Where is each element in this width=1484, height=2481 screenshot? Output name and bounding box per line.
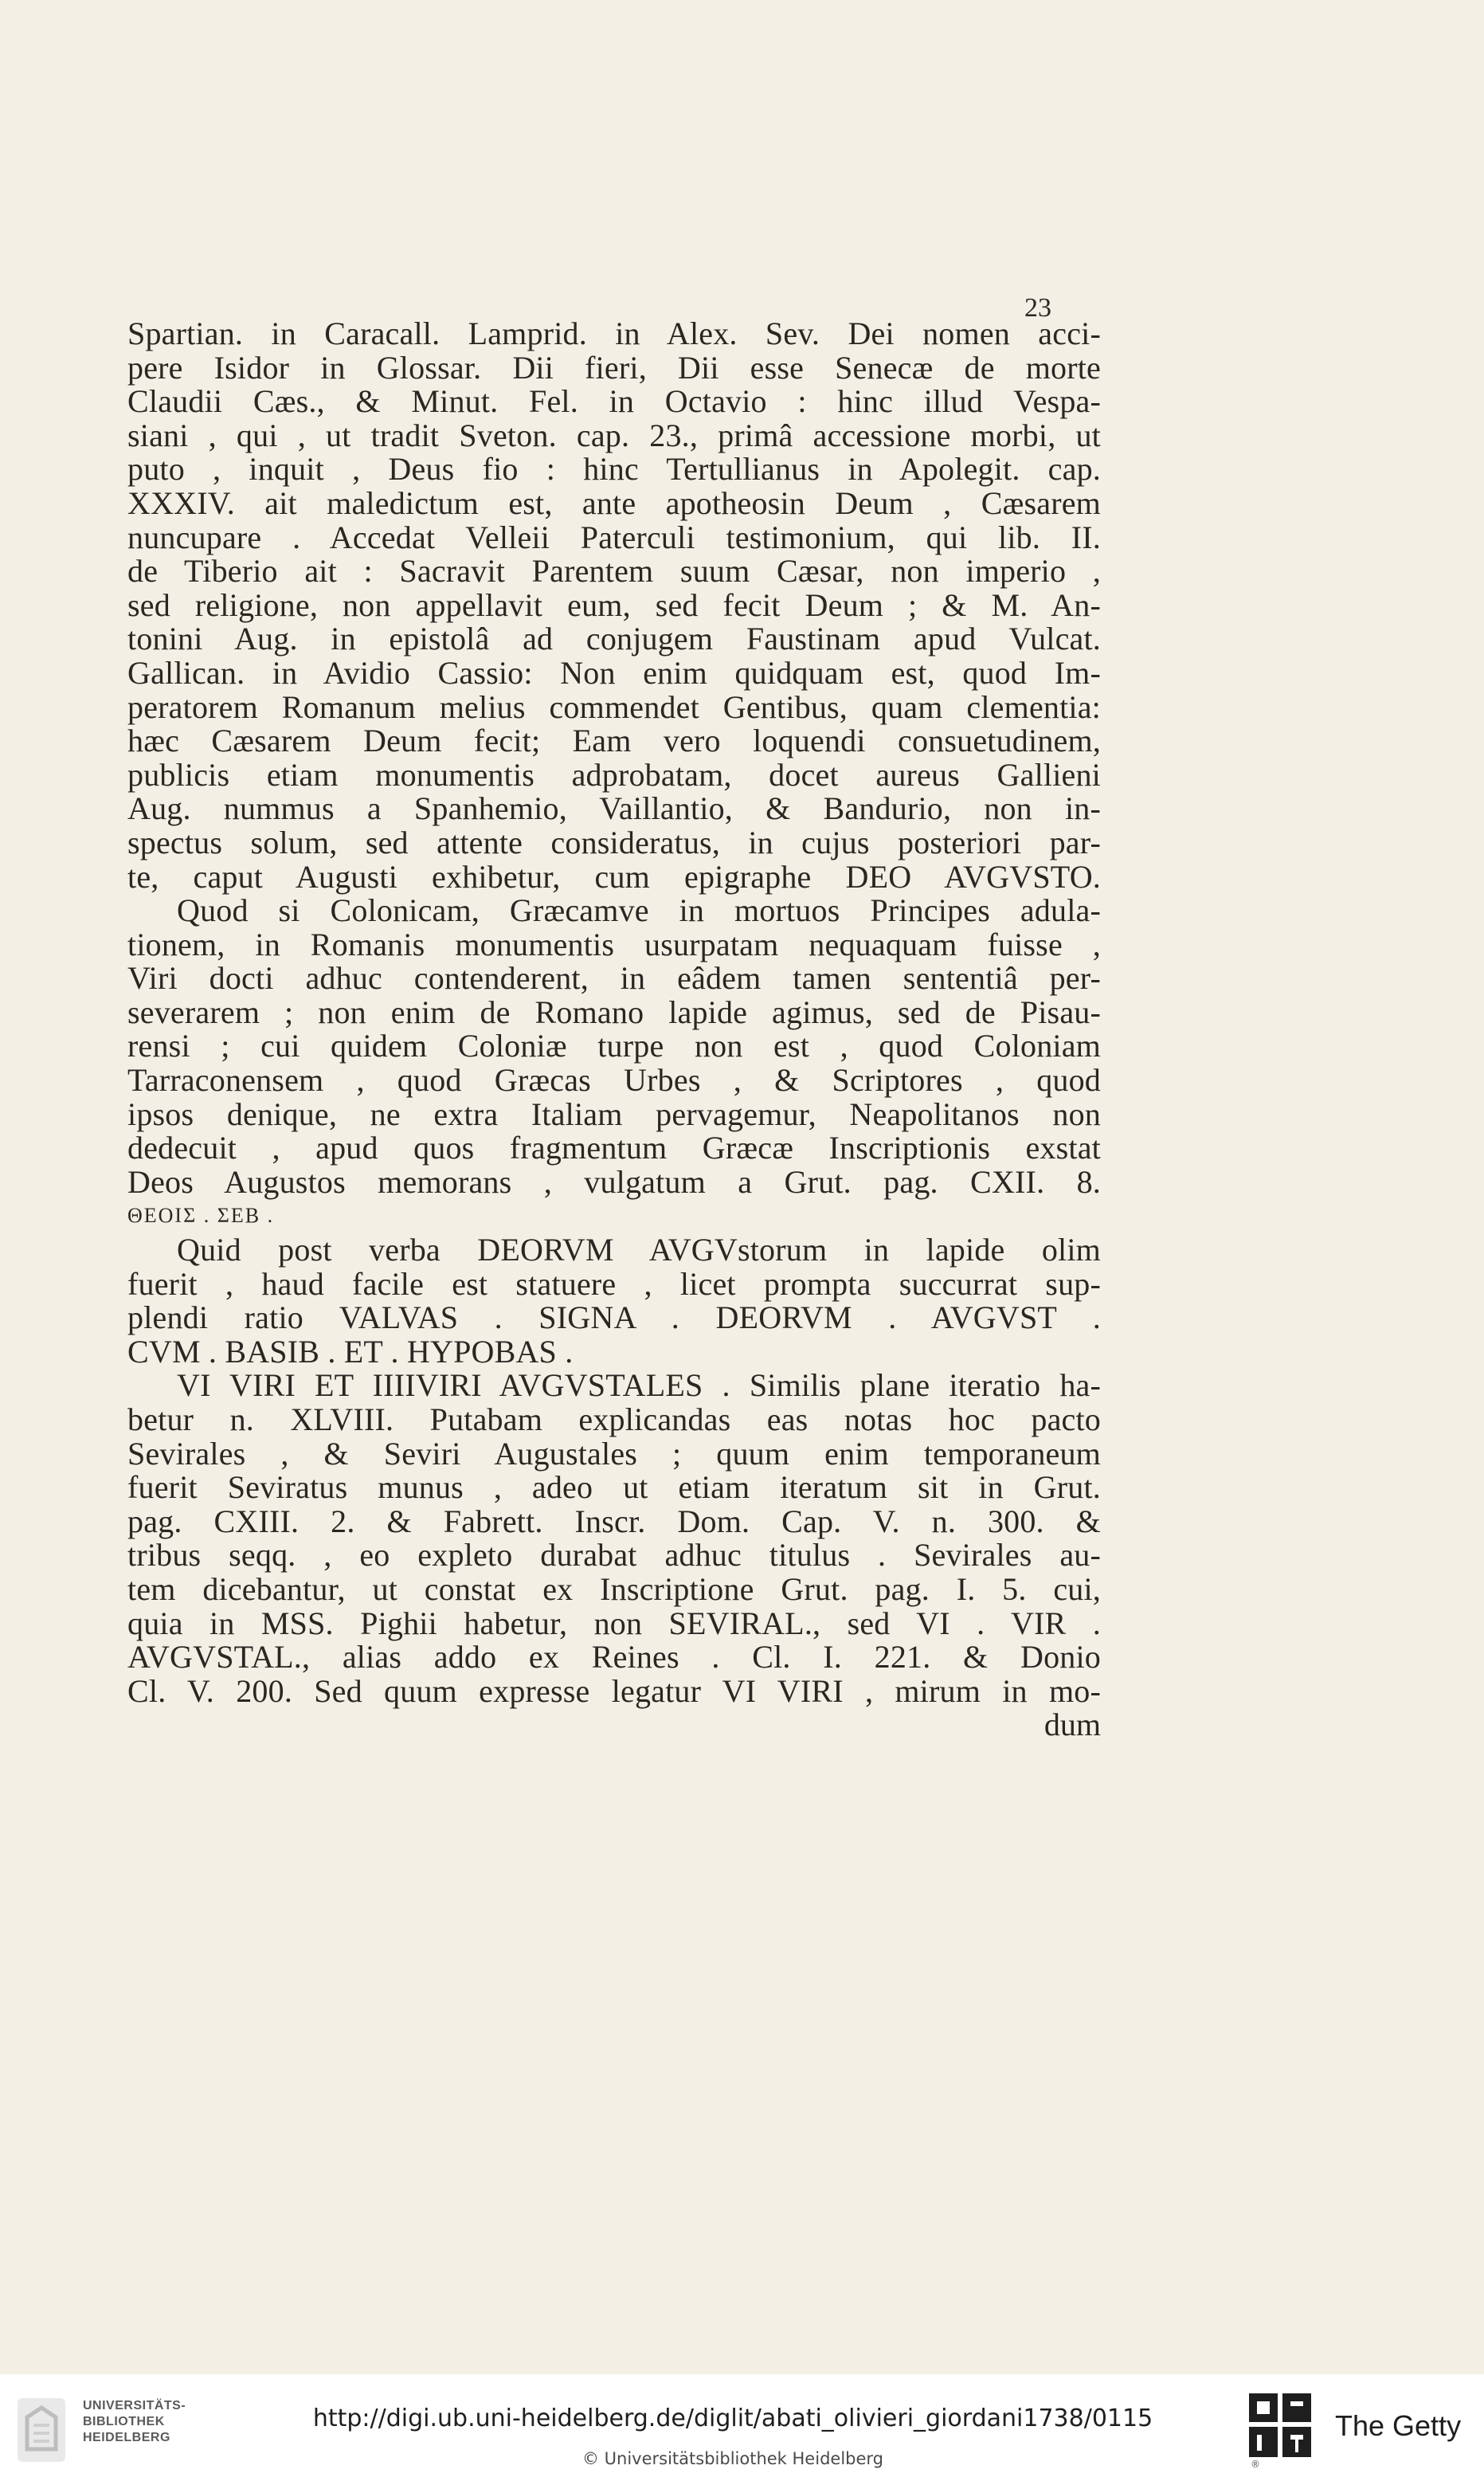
text-line: fuerit Seviratus munus , adeo ut etiam iteratum sit in Grut. [127,1469,1101,1506]
text-line: de Tiberio ait : Sacravit Parentem suum Cæsar, non imperio , [127,553,1101,590]
text-line: Quid post verba DEORVM AVGVstorum in lapide olim [177,1232,1101,1268]
text-line: Sevirales , & Seviri Augustales ; quum enim temporaneum [127,1435,1101,1472]
text-line: Aug. nummus a Spanhemio, Vaillantio, & Bandurio, non in- [127,790,1101,827]
university-library-logo-icon [11,2393,72,2467]
text-line: Tarraconensem , quod Græcas Urbes , & Scriptores , quod [127,1062,1101,1099]
text-line: ipsos denique, ne extra Italiam pervagemur, Neapolitanos non [127,1095,1101,1132]
text-line: severarem ; non enim de Romano lapide agimus, sed de Pisau- [127,994,1101,1030]
text-line: hæc Cæsarem Deum fecit; Eam vero loquendi consuetudinem, [127,723,1101,759]
partner-name: The Getty [1335,2409,1462,2442]
text-line: VI VIRI ET IIIIVIRI AVGVSTALES . Similis plane iteratio ha- [177,1367,1101,1404]
text-line: pere Isidor in Glossar. Dii fieri, Dii esse Senecæ de morte [127,349,1101,386]
text-line: fuerit , haud facile est statuere , licet prompta succurrat sup- [127,1265,1101,1302]
text-line: sed religione, non appellavit eum, sed fecit Deum ; & M. An- [127,586,1101,623]
text-line: Deos Augustos memorans , vulgatum a Grut. pag. CXII. 8. [127,1163,1101,1200]
library-name-line: BIBLIOTHEK [83,2415,165,2428]
viewer-footer [0,2374,1484,2481]
text-line: pag. CXIII. 2. & Fabrett. Inscr. Dom. Cap. V. n. 300. & [127,1503,1101,1539]
text-line: plendi ratio VALVAS . SIGNA . DEORVM . AVGVST . [127,1299,1101,1336]
text-line: CVM . BASIB . ET . HYPOBAS . [127,1333,574,1370]
registered-mark: ® [1251,2459,1260,2470]
page-body-text [127,317,1101,1742]
page-number: 23 [1024,293,1051,323]
permalink-url[interactable]: http://digi.ub.uni-heidelberg.de/diglit/abati_olivieri_giordani1738/0115 [312,2405,1153,2432]
text-line: nuncupare . Accedat Velleii Paterculi testimonium, qui lib. II. [127,519,1101,555]
text-line: Spartian. in Caracall. Lamprid. in Alex. Sev. Dei nomen acci- [127,316,1101,351]
text-line: Quod si Colonicam, Græcamve in mortuos Principes adula- [177,892,1101,929]
getty-logo-icon [1247,2392,1313,2459]
text-line: tribus seqq. , eo expleto durabat adhuc titulus . Sevirales au- [127,1537,1101,1574]
text-line: publicis etiam monumentis adprobatam, docet aureus Gallieni [127,756,1101,793]
text-line: Gallican. in Avidio Cassio: Non enim quidquam est, quod Im- [127,654,1101,691]
text-line: betur n. XLVIII. Putabam explicandas eas notas hoc pacto [127,1401,1101,1437]
text-line: siani , qui , ut tradit Sveton. cap. 23., primâ accessione morbi, ut [127,417,1101,453]
text-line: AVGVSTAL., alias addo ex Reines . Cl. I. 221. & Donio [127,1639,1101,1676]
text-line: Cl. V. 200. Sed quum expresse legatur VI VIRI , mirum in mo- [127,1672,1101,1709]
copyright-notice: © Universitätsbibliothek Heidelberg [581,2449,883,2468]
text-line: tionem, in Romanis monumentis usurpatam nequaquam fuisse , [127,926,1101,962]
text-line: Viri docti adhuc contenderent, in eâdem tamen sententiâ per- [127,960,1101,997]
catchword: dum [1043,1707,1101,1743]
text-line: quia in MSS. Pighii habetur, non SEVIRAL., sed VI . VIR . [127,1605,1101,1641]
library-name-line: HEIDELBERG [83,2431,170,2444]
text-line: dedecuit , apud quos fragmentum Græcæ Inscriptionis exstat [127,1130,1101,1166]
library-name-line: UNIVERSITÄTS- [83,2399,186,2412]
text-line: rensi ; cui quidem Coloniæ turpe non est , quod Coloniam [127,1028,1101,1064]
text-line: XXXIV. ait maledictum est, ante apotheosin Deum , Cæsarem [127,484,1101,521]
text-line: tonini Aug. in epistolâ ad conjugem Faustinam apud Vulcat. [127,621,1101,657]
text-line: Claudii Cæs., & Minut. Fel. in Octavio : hinc illud Vespa- [127,383,1101,420]
text-line: peratorem Romanum melius commendet Gentibus, quam clementia: [127,688,1101,725]
text-line: te, caput Augusti exhibetur, cum epigraphe DEO AVGVSTO. [127,858,1101,895]
text-line: puto , inquit , Deus fio : hinc Tertullianus in Apolegit. cap. [127,451,1101,488]
text-line: spectus solum, sed attente consideratus, in cujus posteriori par- [127,824,1101,860]
text-line: tem dicebantur, ut constat ex Inscriptione Grut. pag. I. 5. cui, [127,1570,1101,1607]
library-name [83,2398,186,2446]
greek-inscription-line: ΘΕΟΙΣ . ΣΕΒ . [127,1204,275,1228]
